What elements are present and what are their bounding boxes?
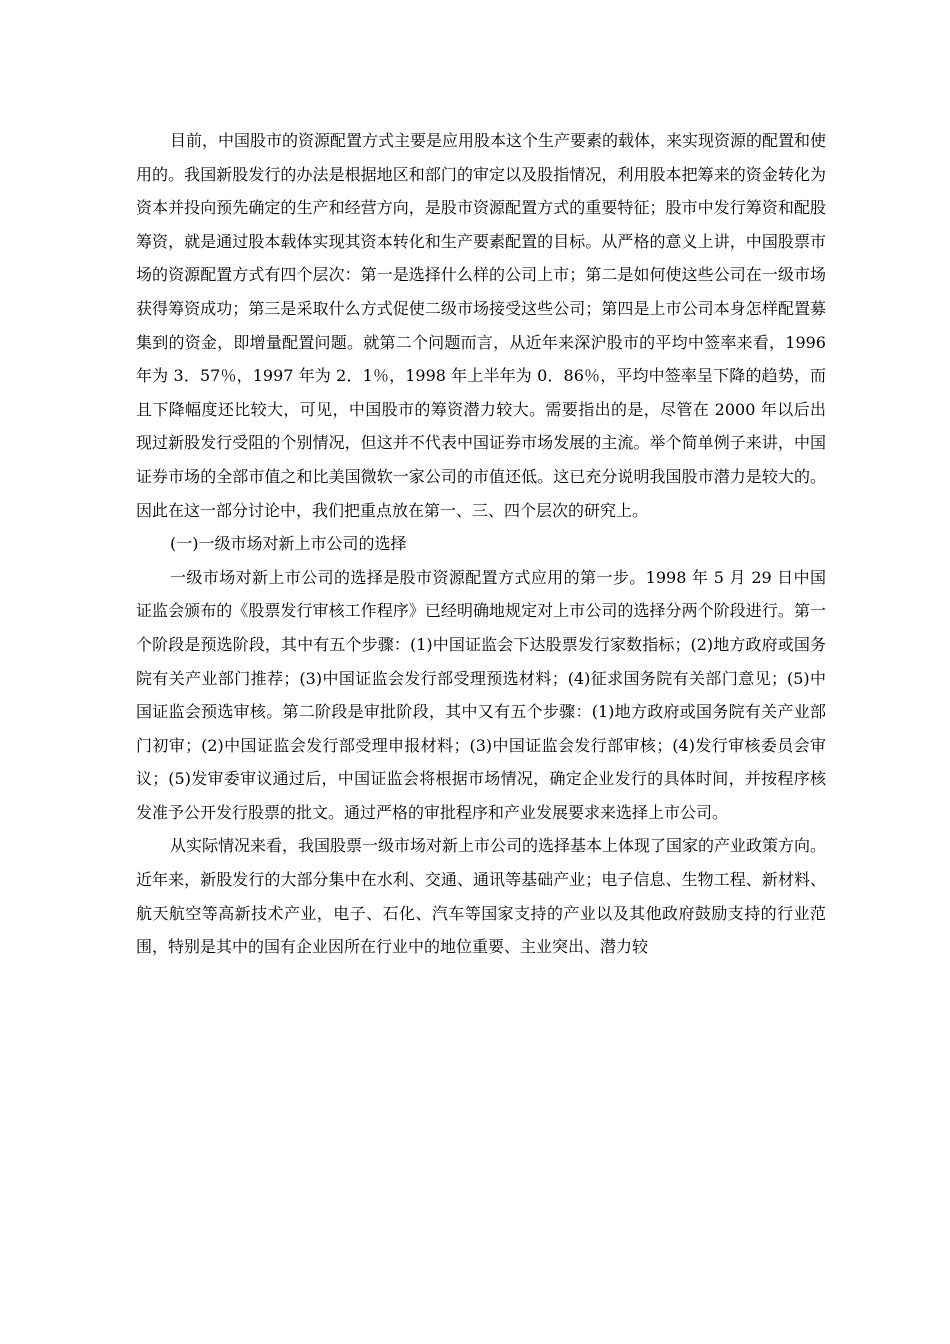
paragraph-resource-allocation: 目前，中国股市的资源配置方式主要是应用股本这个生产要素的载体，来实现资源的配置和使用的。我国新股发行的办法是根据地区和部门的审定以及股指情况，利用股本把筹来的资金转化为资本并投向预先确定的生产和经营方向，是股市资源配置方式的重要特征；股市中发行筹资和配股筹资，就是通过股本载体实现其资本转化和生产要素配置的目标。从严格的意义上讲，中国股票市场的资源配置方式有四个层次：第一是选择什么样的公司上市；第二是如何使这些公司在一级市场获得筹资成功；第三是采取什么方式促使二级市场接受这些公司；第四是上市公司本身怎样配置募集到的资金，即增量配置问题。就第二个问题而言，从近年来深沪股市的平均中签率来看，1996 年为 3．57％，1997 年为 2．1％，1998 年上半年为 0．86％，平均中签率呈下降的趋势，而且下降幅度还比较大，可见，中国股市的筹资潜力较大。需要指出的是，尽管在 2000 年以后出现过新股发行受阻的个别情况，但这并不代表中国证券市场发展的主流。举个简单例子来讲，中国证券市场的全部市值之和比美国微软一家公司的市值还低。这已充分说明我国股市潜力是较大的。因此在这一部分讨论中，我们把重点放在第一、三、四个层次的研究上。	[136, 131, 827, 520]
paragraph-industry-policy: 从实际情况来看，我国股票一级市场对新上市公司的选择基本上体现了国家的产业政策方向。近年来，新股发行的大部分集中在水利、交通、通讯等基础产业；电子信息、生物工程、新材料、航天航空等高新技术产业，电子、石化、汽车等国家支持的产业以及其他政府鼓励支持的行业范围，特别是其中的国有企业因所在行业中的地位重要、主业突出、潜力较	[136, 836, 827, 957]
body-text	[136, 124, 826, 964]
paragraph-listing-procedure: 一级市场对新上市公司的选择是股市资源配置方式应用的第一步。1998 年 5 月 29 日中国证监会颁布的《股票发行审核工作程序》已经明确地规定对上市公司的选择分两个阶段进行。第一个阶段是预选阶段，其中有五个步骤：(1)中国证监会下达股票发行家数指标；(2)地方政府或国务院有关产业部门推荐；(3)中国证监会发行部受理预选材料；(4)征求国务院有关部门意见；(5)中国证监会预选审核。第二阶段是审批阶段，其中又有五个步骤：(1)地方政府或国务院有关产业部门初审；(2)中国证监会发行部受理申报材料；(3)中国证监会发行部审核；(4)发行审核委员会审议；(5)发审委审议通过后，中国证监会将根据市场情况，确定企业发行的具体时间，并按程序核发准予公开发行股票的批文。通过严格的审批程序和产业发展要求来选择上市公司。	[136, 567, 826, 822]
section-heading-primary-market: (一)一级市场对新上市公司的选择	[170, 534, 407, 554]
